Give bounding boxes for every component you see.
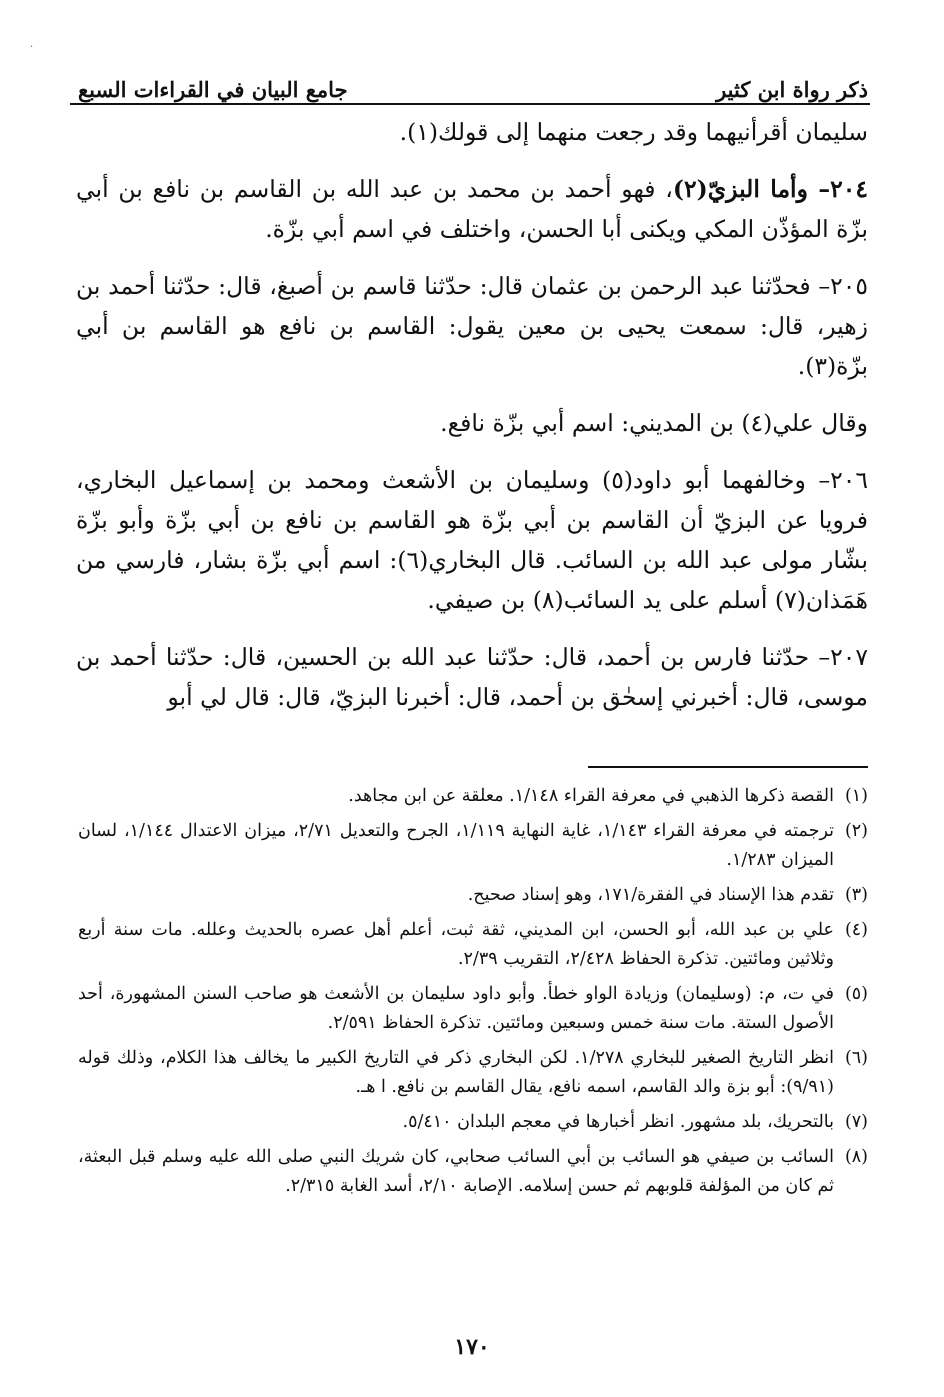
footnote-text: السائب بن صيفي هو السائب بن أبي السائب صحابي، كان شريك النبي صلى الله عليه وسلم قبل البعثة، ثم كان من المؤلفة قلوبهم ثم حسن إسلامه. الإصابة ٢/١٠، أسد الغابة ٢/٣١٥.	[78, 1147, 834, 1196]
footnote-text: بالتحريك، بلد مشهور. انظر أخبارها في معجم البلدان ٥/٤١٠.	[402, 1112, 834, 1132]
paragraph-text: وقال علي(٤) بن المديني: اسم أبي بزّة نافع.	[440, 409, 868, 437]
main-text	[76, 112, 868, 734]
paragraph-text: سليمان أقرأنيهما وقد رجعت منهما إلى قولك(١).	[399, 118, 868, 146]
footnote-text: في ت، م: (وسليمان) وزيادة الواو خطأ. وأبو داود سليمان بن الأشعث هو صاحب السنن المشهورة، أحد الأصول الستة. مات سنة خمس وسبعين ومائتين. تذكرة الحفاظ ٢/٥٩١.	[78, 984, 834, 1033]
paragraph-205-continued	[76, 403, 868, 443]
footnote-number: (١)	[844, 786, 868, 806]
footnote-3	[78, 881, 868, 910]
header-section-title: ذكر رواة ابن كثير	[716, 77, 868, 102]
footnote-7	[78, 1108, 868, 1137]
paragraph-204	[76, 169, 868, 249]
footnote-8	[78, 1143, 868, 1201]
paragraph-lead: ٢٠٤– وأما البزيّ(٢)	[672, 175, 868, 203]
footnote-number: (٦)	[844, 1048, 868, 1068]
header-rule	[70, 103, 870, 105]
footnote-number: (٣)	[844, 885, 868, 905]
footnote-number: (٨)	[844, 1147, 868, 1167]
scan-mark: ·	[30, 42, 34, 53]
footnote-text: تقدم هذا الإسناد في الفقرة/١٧١، وهو إسناد صحيح.	[467, 885, 834, 905]
footnote-text: ترجمته في معرفة القراء ١/١٤٣، غاية النهاية ١/١١٩، الجرح والتعديل ٢/٧١، ميزان الاعتدال ١/١٤٤، لسان الميزان ١/٢٨٣.	[78, 821, 834, 870]
footnote-text: انظر التاريخ الصغير للبخاري ١/٢٧٨. لكن البخاري ذكر في التاريخ الكبير ما يخالف هذا الكلام، وذلك قوله (٩/٩١): أبو بزة والد القاسم، اسمه نافع، يقال القاسم بن نافع. ا هـ.	[78, 1048, 834, 1097]
footnote-2	[78, 817, 868, 875]
footnote-number: (٤)	[844, 920, 868, 940]
footnote-text: علي بن عبد الله، أبو الحسن، ابن المديني، ثقة ثبت، أعلم أهل عصره بالحديث وعلله. مات سنة أربع وثلاثين ومائتين. تذكرة الحفاظ ٢/٤٢٨، التقريب ٢/٣٩.	[78, 920, 834, 969]
footnote-number: (٥)	[844, 984, 868, 1004]
paragraph-text: ، فهو أحمد بن محمد بن عبد الله بن القاسم بن نافع بن أبي بزّة المؤذّن المكي ويكنى أبا الحسن، واختلف في اسم أبي بزّة.	[76, 175, 868, 243]
paragraph-206	[76, 460, 868, 620]
paragraph-text: ٢٠٦– وخالفهما أبو داود(٥) وسليمان بن الأشعث ومحمد بن إسماعيل البخاري، فرويا عن البزيّ أن القاسم بن أبي بزّة هو القاسم بن نافع بن أبي بزّة وأبو بزّة بشّار مولى عبد الله بن السائب. قال البخاري(٦): اسم أبي بزّة بشار، فارسي من هَمَذان(٧) أسلم على يد السائب(٨) بن صيفي.	[76, 466, 868, 614]
paragraph-207	[76, 637, 868, 717]
footnote-5	[78, 980, 868, 1038]
footnote-4	[78, 916, 868, 974]
footnote-6	[78, 1044, 868, 1102]
footnotes	[78, 782, 868, 1207]
footnote-number: (٧)	[844, 1112, 868, 1132]
paragraph-text: ٢٠٧– حدّثنا فارس بن أحمد، قال: حدّثنا عبد الله بن الحسين، قال: حدّثنا أحمد بن موسى، قال: أخبرني إسحٰق بن أحمد، قال: أخبرنا البزيّ، قال: قال لي أبو	[76, 643, 868, 711]
paragraph-205	[76, 266, 868, 386]
running-header	[78, 70, 868, 102]
page-number: ١٧٠	[454, 1334, 490, 1360]
paragraph-text: ٢٠٥– فحدّثنا عبد الرحمن بن عثمان قال: حدّثنا قاسم بن أصبغ، قال: حدّثنا أحمد بن زهير، قال: سمعت يحيى بن معين يقول: القاسم بن نافع هو القاسم بن أبي بزّة(٣).	[76, 272, 868, 380]
footnote-1	[78, 782, 868, 811]
paragraph-intro	[76, 112, 868, 152]
footnote-rule	[588, 766, 868, 768]
footnote-number: (٢)	[844, 821, 868, 841]
footnote-text: القصة ذكرها الذهبي في معرفة القراء ١/١٤٨. معلقة عن ابن مجاهد.	[348, 786, 834, 806]
header-book-title: جامع البيان في القراءات السبع	[78, 77, 348, 102]
